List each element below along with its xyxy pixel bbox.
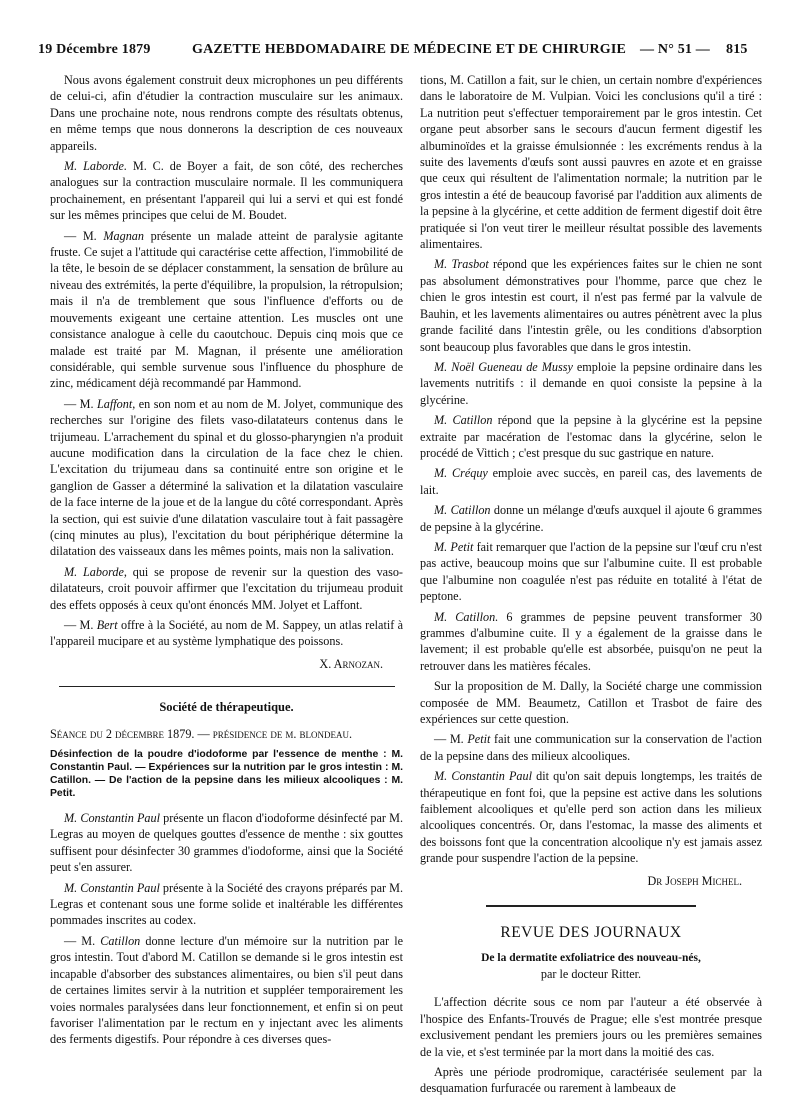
paragraph xyxy=(420,609,762,675)
article-title: De la dermatite exfoliatrice des nouveau-nés, xyxy=(481,951,701,964)
paragraph xyxy=(420,359,762,408)
paragraph-text: répond que les expériences faites sur le chien ne sont pas absolument démonstratives pour l'homme, parce que chez le chien le gros intestin est court, il n'est pas fermé par la valvule de Bauhin, et les lavements alimentaires ou autres pénètrent avec la plus grande facilité dans l'intestin grêle, ou les conditions d'absorption sont beaucoup plus favorables que dans le gros intestin. xyxy=(420,257,762,354)
speaker-name: M. Laborde. xyxy=(64,159,127,174)
paragraph-text: donne un mélange d'œufs auxquel il ajoute 6 grammes de pepsine à la glycérine. xyxy=(420,503,763,534)
paragraph xyxy=(420,256,762,354)
paragraph xyxy=(50,880,403,929)
speaker-name: M. Laborde xyxy=(64,564,124,579)
speaker-name: M. Catillon xyxy=(434,413,493,428)
paragraph xyxy=(420,731,762,764)
speaker-name: Catillon xyxy=(100,933,141,948)
paragraph xyxy=(420,502,762,535)
paragraph xyxy=(50,158,403,224)
paragraph xyxy=(50,617,403,650)
paragraph xyxy=(50,933,403,1048)
speaker-name: M. Trasbot xyxy=(434,257,489,272)
issue-number: — N° 51 — xyxy=(640,42,711,57)
paragraph-text: dit qu'on sait depuis longtemps, les traités de thérapeutique en font foi, que la pepsine est active dans les solutions faiblement alcooliques et qu'elle perd son action dans les milieux alcooliques concentrés. Or, dans l'estomac, la masse des aliments et des boissons font que la concentration alcoolique n'y est jamais assez grande pour suspendre l'action de la pepsine. xyxy=(420,769,763,866)
paragraph-text: 6 grammes de pepsine peuvent transformer 30 grammes d'albumine cuite. Il y a également de la graisse dans le lavement; il est probable qu'elle est absorbée, puisqu'on ne peut la retrouver dans les matières fécales. xyxy=(420,609,763,673)
section-title: Société de thérapeutique. xyxy=(159,700,294,715)
paragraph xyxy=(420,412,762,461)
speaker-name: Magnan xyxy=(103,228,144,243)
paragraph-text: emploie avec succès, en pareil cas, des lavements de lait. xyxy=(420,466,762,497)
paragraph: Après une période prodromique, caractérisée seulement par la desquamation furfuracée ou rarement à lambeaux de xyxy=(420,1064,762,1096)
speaker-name: Petit xyxy=(467,732,491,747)
left-column xyxy=(50,72,403,1048)
speaker-name: Bert xyxy=(96,618,118,632)
speaker-name: M. Petit xyxy=(434,539,474,554)
paragraph xyxy=(50,228,403,392)
dash-prefix: — M. xyxy=(64,618,97,632)
dash-prefix: — M. xyxy=(64,933,101,948)
paragraph: Nous avons également construit deux microphones un peu différents de celui-ci, afin d'étudier la contraction musculaire sur les animaux. Dans une prochaine note, nous rendrons compte des résultats obtenus, en même temps que nous donnerons la description de ces nouveaux appareils. xyxy=(50,73,403,153)
paragraph: tions, M. Catillon a fait, sur le chien, un certain nombre d'expériences dans le laboratoire de M. Vulpian. Voici les conclusions qu'il a tiré : La nutrition peut s'effectuer temporairement par le gros intestin. Cet organe peut absorber sans le secours d'aucun ferment digestif les albuminoïdes et la graisse émulsionnée : les excréments rendus à la suite des lavements d'œufs sont aussi pauvres en azote et en graisse que ceux qui résultent de l'alimentation normale; la nutrition par le gros intestin a été de beaucoup favorisé par l'addition aux aliments de la pepsine à la glycérine, et cette addition de ferment digestif doit être pratiquée si l'on veut tirer le meilleur résultat possible des lavements alimentaires. xyxy=(420,73,762,252)
paragraph xyxy=(420,539,762,605)
paragraph: Sur la proposition de M. Dally, la Société charge une commission composée de MM. Beaumetz, Catillon et Trasbot de faire des expériences sur cette question. xyxy=(420,679,762,727)
paragraph-text: , en son nom et au nom de M. Jolyet, communique des recherches sur l'origine des filets vaso-dilatateurs contenus dans le trijumeau. L'arrachement du spinal et du glosso-pharyngien n'a produit aucune modification dans la circulation de la face chez le chien. L'excitation du trijumeau dans sa continuité entre son origine et le ganglion de Gasser a déterminé la salivation et la dilatation vasculaire de la face interne de la joue et de la langue du côté correspondant. Après la section, qui est suivie d'une dilatation vasculaire tout à fait passagère (cinq minutes au plus), l'excitation du bout périphérique détermine la dilatation des vaisseaux dans les mêmes points, mais non la salivation. xyxy=(50,396,403,559)
page-header xyxy=(30,42,770,62)
section-divider xyxy=(486,905,696,907)
speaker-name: M. Créquy xyxy=(434,466,488,481)
session-heading: Séance du 2 décembre 1879. — présidence de m. blondeau. xyxy=(50,726,352,741)
paragraph-text: emploie la pepsine ordinaire dans les lavements nutritifs : il demande en quoi consiste la pepsine à la glycérine. xyxy=(420,359,763,407)
speaker-name: Laffont xyxy=(97,396,133,411)
revue-heading: REVUE DES JOURNAUX xyxy=(500,924,682,942)
right-column xyxy=(420,72,762,1097)
dash-prefix: — M. xyxy=(64,228,104,243)
speaker-name: M. Constantin Paul xyxy=(64,880,160,895)
dash-prefix: — M. xyxy=(64,396,98,411)
paragraph-text: présente un malade atteint de paralysie agitante fruste. Ce sujet a l'attitude qui caractérise cette affection, l'immobilité de la tête, le besoin de se déplacer constamment, la sensation de brûlure au niveau des extrémités, la perte d'équilibre, la propulsion, la rétropulsion; mais il n'a de tremblement que sous l'influence d'efforts ou de mouvements exigeant une certaine attention. Les muscles ont une consistance analogue à celle du caoutchouc. Depuis cinq mois que ce malade est traité par M. Magnan, il présente une amélioration considérable, qui semble survenue sous l'influence du phosphure de zinc, médicament déjà recommandé par Hammond. xyxy=(50,228,403,391)
speaker-name: M. Constantin Paul xyxy=(64,811,160,826)
paragraph-text: M. C. de Boyer a fait, de son côté, des recherches analogues sur la contraction musculaire normale. Il les communiquera prochainement, en présentant l'appareil qui lui a servi et qui est fondé sur les mêmes principes que celui de M. Boudet. xyxy=(50,159,403,223)
section-divider xyxy=(59,686,395,687)
dash-prefix: — M. xyxy=(434,732,468,747)
author-signature: X. Arnozan. xyxy=(319,656,383,671)
journal-title: GAZETTE HEBDOMADAIRE DE MÉDECINE ET DE CHIRURGIE xyxy=(192,42,627,57)
speaker-name: M. Constantin Paul xyxy=(434,769,533,784)
author-signature: Dr Joseph Michel. xyxy=(647,873,742,888)
paragraph xyxy=(420,768,762,866)
speaker-name: M. Catillon. xyxy=(434,609,499,624)
paragraph-text: présente un flacon d'iodoforme désinfecté par M. Legras au moyen de quelques gouttes d'essence de menthe : six gouttes suffisent pour désinfecter 30 grammes d'iodoforme, ainsi que la Société peut s'en assurer. xyxy=(50,811,403,875)
speaker-name: M. Noël Gueneau de Mussy xyxy=(434,359,573,374)
paragraph-text: donne lecture d'un mémoire sur la nutrition par le gros intestin. Tout d'abord M. Catillon se demande si le gros intestin est incapable d'absorber des substances alimentaires, ou bien s'il peut dans de certaines limites servir à la nutrition et suppléer temporairement les voies normales paralysées dans leur fonctionnement, et enfin si on peut favoriser l'alimentation par le rectum en y injectant avec les aliments des ferments digestifs. Pour répondre à ces diverses ques- xyxy=(50,933,403,1047)
page-number: 815 xyxy=(726,42,748,57)
paragraph: L'affection décrite sous ce nom par l'auteur a été observée à l'hospice des Enfants-Trouvés de Prague; elle s'est montrée presque exclusivement pendant les premiers jours ou les premières semaines de la vie, et s'est terminée par la mort dans la moitié des cas. xyxy=(420,995,762,1059)
paragraph xyxy=(50,564,403,613)
paragraph-text: présente à la Société des crayons préparés par M. Legras et contenant sous une forme solide et inaltérable les différentes pommades inscrites au codex. xyxy=(50,880,403,928)
article-byline: par le docteur Ritter. xyxy=(540,966,642,981)
paragraph-text: répond que la pepsine à la glycérine est la pepsine extraite par macération de l'estomac dans la glycérine, selon le procédé de Vittich ; c'est presque du suc gastrique en nature. xyxy=(420,413,762,460)
paragraph xyxy=(50,396,403,560)
session-summary: Désinfection de la poudre d'iodoforme par l'essence de menthe : M. Constantin Paul. — Expériences sur la nutrition par le gros intestin : M. Catillon. — De l'action de la pepsine dans les milieux alcooliques : M. Petit. xyxy=(50,749,403,800)
paragraph xyxy=(420,465,762,498)
paragraph-text: fait remarquer que l'action de la pepsine sur l'œuf cru n'est pas active, beaucoup moins que sur l'albumine cuite. Il est probable que l'albumine non coagulée n'est pas réduite en totalité à l'état de peptone. xyxy=(420,539,762,604)
issue-date: 19 Décembre 1879 xyxy=(38,42,151,57)
paragraph-text: offre à la Société, au nom de M. Sappey, un atlas relatif à l'appareil mucipare et au système lymphatique des poissons. xyxy=(50,618,403,649)
paragraph-text: , qui se propose de revenir sur la question des vaso-dilatateurs, croit pouvoir affirmer que l'excitation du trijumeau produit des effets opposés à ceux qu'ont énoncés MM. Jolyet et Laffont. xyxy=(50,564,403,612)
speaker-name: M. Catillon xyxy=(434,503,491,518)
paragraph xyxy=(50,810,403,876)
paragraph-text: fait une communication sur la conservation de l'action de la pepsine dans des milieux alcooliques. xyxy=(420,732,762,763)
